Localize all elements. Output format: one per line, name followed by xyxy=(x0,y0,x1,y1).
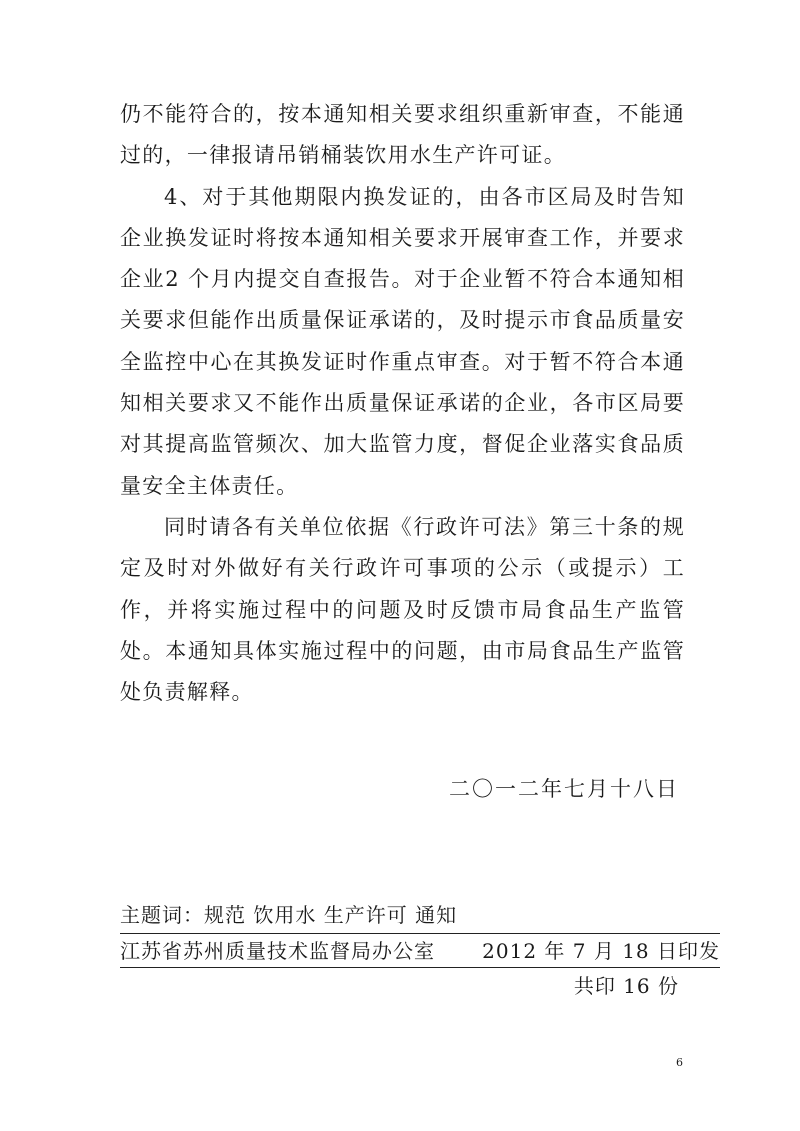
paragraph-continuation: 仍不能符合的，按本通知相关要求组织重新审查，不能通过的，一律报请吊销桶装饮用水生产许可证。 xyxy=(120,102,685,168)
subject-keywords: 主题词：规范 饮用水 生产许可 通知 xyxy=(120,903,458,927)
body-text xyxy=(120,94,685,713)
document-date: 二〇一二年七月十八日 xyxy=(449,777,679,801)
page-number: 6 xyxy=(676,1056,683,1069)
issuing-office: 江苏省苏州质量技术监督局办公室 xyxy=(120,939,435,963)
footer-rule-top xyxy=(120,933,720,934)
footer-rule-bottom xyxy=(120,967,720,968)
paragraph-closing: 同时请各有关单位依据《行政许可法》第三十条的规定及时对外做好有关行政许可事项的公示（或提示）工作，并将实施过程中的问题及时反馈市局食品生产监管处。本通知具体实施过程中的问题，由市局食品生产监管处负责解释。 xyxy=(120,514,685,705)
issue-date: 2012 年 7 月 18 日印发 xyxy=(482,939,720,963)
paragraph-item-4: 4、对于其他期限内换发证的，由各市区局及时告知企业换发证时将按本通知相关要求开展审查工作，并要求企业2 个月内提交自查报告。对于企业暂不符合本通知相关要求但能作出质量保证承诺的，及时提示市食品质量安全监控中心在其换发证时作重点审查。对于暂不符合本通知相关要求又不能作出质量保证承诺的企业，各市区局要对其提高监管频次、加大监管力度，督促企业落实食品质量安全主体责任。 xyxy=(120,184,685,498)
copies-count: 共印 16 份 xyxy=(573,974,679,998)
